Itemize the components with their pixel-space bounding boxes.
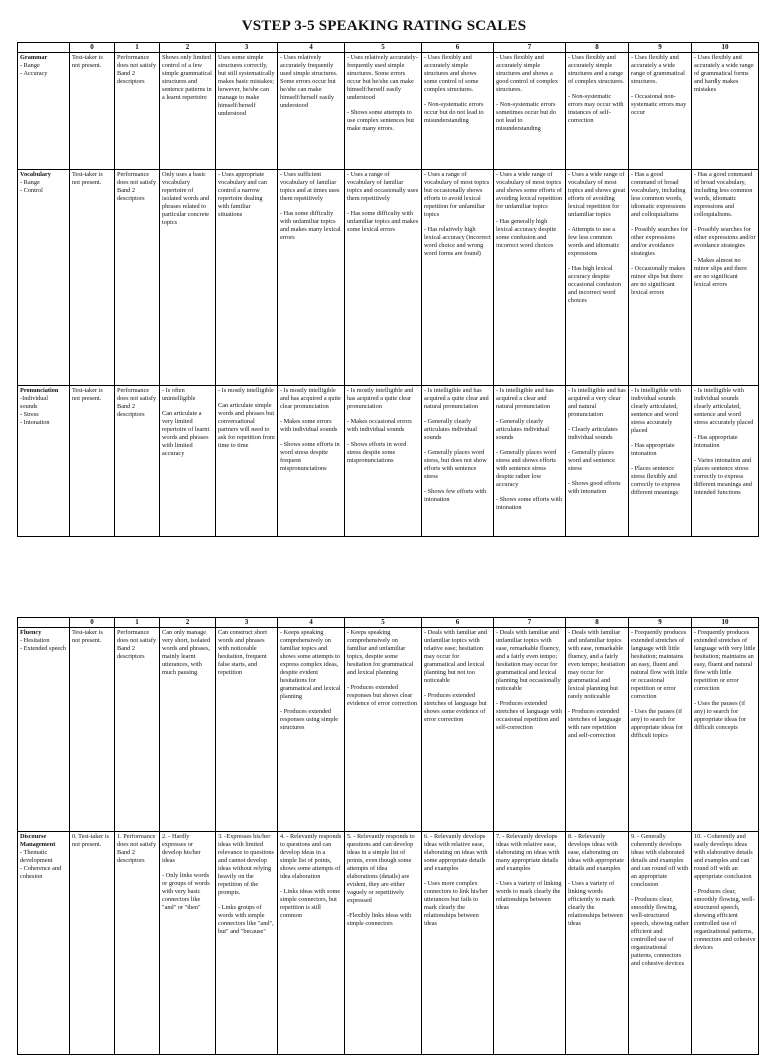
descriptor-text: - Generally places word stress and shows efforts with sentence stress despite rather low accuracy	[496, 449, 557, 488]
descriptor-text: 5. - Relevantly responds to questions and can develop ideas in a simple list of points, even though some attempts of idea elaborations (details) are evident, they are either vaguely or repetitively expressed	[347, 833, 415, 904]
descriptor-text: - Has generally high lexical accuracy despite some confusion and incorrect word choices	[496, 218, 557, 249]
band-header-row	[18, 618, 759, 628]
descriptor-text: - Occasional non-systematic errors may occur	[631, 93, 687, 116]
descriptor-text: - Deals with familiar and unfamiliar topics with relative ease; hesitation may occur for grammatical and lexical planning but not too noticeable	[424, 629, 487, 684]
descriptor-text: Test-taker is not present.	[72, 54, 103, 69]
descriptor-cell-band-0	[70, 53, 115, 170]
descriptor-text: - Uses a variety of linking words to mark clearly the relationships between ideas	[496, 880, 562, 911]
rating-table-1	[17, 42, 759, 537]
descriptor-text: - Generally clearly articulates individual sounds	[496, 418, 549, 441]
criterion-cell	[18, 628, 70, 832]
criterion-subitem: - Coherence and cohesion	[20, 865, 62, 880]
descriptor-cell-band-9	[629, 832, 692, 1055]
descriptor-cell-band-0	[70, 170, 115, 386]
descriptor-cell-band-7	[494, 386, 566, 537]
descriptor-cell-band-3	[216, 53, 278, 170]
criterion-row	[18, 832, 759, 1055]
descriptor-text: Test-taker is not present.	[72, 387, 103, 402]
descriptor-cell-band-8	[566, 628, 629, 832]
band-header-4: 4	[278, 618, 345, 628]
descriptor-text: - Occasionally makes minor slips but there are no significant lexical errors	[631, 265, 686, 296]
criterion-row	[18, 386, 759, 537]
descriptor-text: - Is intelligible and has acquired a clear and natural pronunciation	[496, 387, 554, 410]
descriptor-cell-band-3	[216, 832, 278, 1055]
descriptor-cell-band-9	[629, 386, 692, 537]
descriptor-text: - Links groups of words with simple connectors like "and", but" and "because"	[218, 904, 274, 935]
band-header-7: 7	[494, 618, 566, 628]
descriptor-cell-band-5	[345, 170, 422, 386]
descriptor-text: - Has appropriate intonation	[631, 442, 675, 457]
descriptor-text: 10. - Coherently and easily develops ideas with elaborative details and examples and can round off with an appropriate conclusion	[694, 833, 753, 880]
criterion-cell	[18, 386, 70, 537]
descriptor-text: - Shows efforts in word stress despite some mispronunciations	[347, 441, 407, 464]
descriptor-text: - Shows good efforts with intonation	[568, 480, 621, 495]
descriptor-text: 9. - Generally coherently develops ideas with elaborated details and examples and can round off with an appropriate conclusion	[631, 833, 689, 888]
descriptor-text: - Uses flexibly and accurately simple structures and shows a good control of complex structures.	[496, 54, 559, 93]
descriptor-cell-band-10	[692, 53, 759, 170]
descriptor-cell-band-6	[422, 53, 494, 170]
descriptor-cell-band-6	[422, 628, 494, 832]
criterion-cell	[18, 170, 70, 386]
descriptor-cell-band-8	[566, 386, 629, 537]
descriptor-text: - Deals with familiar and unfamiliar topics with ease, remarkable fluency, and a fairly even tempo; hesitation may occur for grammatical and lexical planning but occasionally noticeable	[496, 629, 561, 692]
criterion-subitem: - Control	[20, 187, 43, 194]
descriptor-text: - Uses sufficient vocabulary of familiar topics and at times uses them repetitively	[280, 171, 340, 202]
descriptor-cell-band-4	[278, 628, 345, 832]
descriptor-text: Performance does not satisfy Band 2 descriptors	[117, 54, 157, 85]
descriptor-text: - Places sentence stress flexibly and correctly to express different meanings	[631, 465, 681, 496]
band-header-5: 5	[345, 43, 422, 53]
descriptor-text: 3. -Expresses his/her ideas with limited relevance to questions and cannot develop ideas without relying heavily on the repetition of the prompts.	[218, 833, 274, 896]
descriptor-cell-band-6	[422, 386, 494, 537]
descriptor-text: 1. Performance does not satisfy Band 2 descriptors	[117, 833, 157, 864]
descriptor-text: - Is intelligible and has acquired a quite clear and natural pronunciation	[424, 387, 489, 410]
descriptor-text: 4. - Relevantly responds to questions and can develop ideas in a simple list of points, shows some attempts of idea elaboration	[280, 833, 342, 880]
descriptor-text: - Uses flexibly and accurately a wide range of grammatical structures.	[631, 54, 685, 85]
descriptor-text: - Uses flexibly and accurately simple structures and shows some control of some complex structures.	[424, 54, 479, 93]
descriptor-cell-band-8	[566, 170, 629, 386]
band-header-2: 2	[160, 618, 216, 628]
descriptor-text: - Shows few efforts with intonation	[424, 488, 487, 503]
descriptor-cell-band-0	[70, 386, 115, 537]
band-header-9: 9	[629, 43, 692, 53]
descriptor-text: - Frequently produces extended stretches of language with little hesitation; maintains an easy, fluent and natural flow with little or occasional repetition or error correction	[631, 629, 688, 700]
descriptor-text: 0. Test-taker is not present.	[72, 833, 110, 848]
criteria-header-cell	[18, 618, 70, 628]
descriptor-text: - Produces extended stretches of language but shows some evidence of error correction	[424, 692, 487, 723]
criterion-subitem: - Hesitation	[20, 637, 50, 644]
descriptor-text: - Clearly articulates individual sounds	[568, 426, 618, 441]
descriptor-cell-band-10	[692, 170, 759, 386]
descriptor-text: - Uses flexibly and accurately simple structures and a range of complex structures.	[568, 54, 625, 85]
descriptor-text: - Shows some attempts to use complex sentences but make many errors.	[347, 109, 414, 132]
descriptor-text: - Uses relatively accurately-frequently used simple structures. Some errors occur but he/she can make himself/herself easily understood	[347, 54, 418, 101]
descriptor-cell-band-7	[494, 628, 566, 832]
descriptor-cell-band-2	[160, 628, 216, 832]
descriptor-cell-band-6	[422, 832, 494, 1055]
descriptor-text: 7. - Relevantly develops ideas with relative ease, elaborating on ideas with many appropriate details and examples	[496, 833, 560, 872]
descriptor-text: Only uses a basic vocabulary repertoire of isolated words and phrases related to particular concrete topics	[162, 171, 210, 226]
descriptor-text: - Produces extended responses but shows clear evidence of error correction	[347, 684, 418, 707]
criterion-subitem: - Intonation	[20, 419, 50, 426]
descriptor-cell-band-9	[629, 628, 692, 832]
band-header-10: 10	[692, 43, 759, 53]
criterion-row	[18, 628, 759, 832]
criterion-name: Pronunciation	[20, 387, 59, 394]
descriptor-text: - Produces extended responses using simple structures	[280, 708, 339, 731]
band-header-3: 3	[216, 43, 278, 53]
descriptor-text: - Is mostly intelligible and has acquired a quite clear pronunciation	[280, 387, 341, 410]
descriptor-cell-band-7	[494, 53, 566, 170]
band-header-10: 10	[692, 618, 759, 628]
descriptor-cell-band-2	[160, 53, 216, 170]
descriptor-text: - Produces extended stretches of language with rare repetition and self-correction	[568, 708, 622, 739]
descriptor-text: - Uses more complex connectors to link his/her utterances but fails to mark clearly the relationships between ideas	[424, 880, 488, 927]
descriptor-cell-band-8	[566, 832, 629, 1055]
descriptor-cell-band-9	[629, 170, 692, 386]
descriptor-text: - Produces extended stretches of language with occasional repetition and self-correction	[496, 700, 562, 731]
descriptor-cell-band-7	[494, 832, 566, 1055]
band-header-5: 5	[345, 618, 422, 628]
descriptor-text: - Non-systematic errors sometimes occur but do not lead to misunderstanding	[496, 101, 556, 132]
descriptor-cell-band-1	[115, 53, 160, 170]
descriptor-text: - Non-systematic errors occur but do not lead to misunderstanding	[424, 101, 484, 124]
descriptor-text: - Has relatively high lexical accuracy (incorrect word choice and wrong word forms are found)	[424, 226, 491, 257]
criterion-subitem: - Range	[20, 179, 40, 186]
band-header-7: 7	[494, 43, 566, 53]
descriptor-text: - Frequently produces extended stretches of language with very little hesitation; maintains an easy, fluent and natural flow with little repetition or error correction	[694, 629, 756, 692]
descriptor-text: Performance does not satisfy Band 2 descriptors	[117, 171, 157, 202]
descriptor-text: - Produces clear, smoothly flowing, well-structured speech, showing rather efficient and controlled use of organizational patterns, connectors and cohesive devices	[631, 896, 689, 967]
descriptor-text: - Is often unintelligible	[162, 387, 196, 402]
descriptor-cell-band-7	[494, 170, 566, 386]
descriptor-text: - Has some difficulty with unfamiliar topics and makes many lexical errors	[280, 210, 341, 241]
descriptor-text: - Is intelligible with individual sounds clearly articulated, sentence and word stress accurately placed	[631, 387, 681, 434]
descriptor-text: - Has a good command of broad vocabulary, including less common words, idiomatic expressions and colloquialisms.	[694, 171, 753, 218]
descriptor-cell-band-4	[278, 832, 345, 1055]
descriptor-text: Can articulate simple words and phrases but conversational partners will need to ask for repetition from time to time	[218, 402, 275, 449]
descriptor-text: - Uses a range of vocabulary of familiar topics and occasionally uses them repetitively	[347, 171, 419, 202]
descriptor-text: 6. - Relevantly develops ideas with relative ease, elaborating on ideas with some appropriate details and examples	[424, 833, 488, 872]
descriptor-text: Test-taker is not present.	[72, 171, 103, 186]
criterion-subitem: - Accuracy	[20, 70, 48, 77]
descriptor-text: - Produces clear, smoothly flowing, well-structured speech, showing efficient controlled use of organizational patterns, connectors and cohesive devices	[694, 888, 756, 951]
descriptor-text: - Is intelligible and has acquired a very clear and natural pronunciation	[568, 387, 626, 418]
descriptor-text: - Non-systematic errors may occur with instances of self-correction	[568, 93, 624, 124]
descriptor-text: Can construct short words and phrases with noticeable hesitation, frequent false starts, and repetition	[218, 629, 267, 676]
descriptor-text: - Makes some errors with individual sounds	[280, 418, 338, 433]
descriptor-text: - Has high lexical accuracy despite occasional confusion and incorrect word choices	[568, 265, 621, 304]
descriptor-text: - Generally places word stress, but does not show efforts with sentence stress	[424, 449, 487, 480]
descriptor-cell-band-4	[278, 170, 345, 386]
criterion-name: Grammar	[20, 54, 48, 61]
descriptor-text: 8. - Relevantly develops ideas with ease, elaborating on ideas with appropriate details and examples	[568, 833, 624, 872]
descriptor-text: - Uses relatively accurately frequently used simple structures. Some errors occur but he/she can make himself/herself easily understood	[280, 54, 338, 109]
descriptor-cell-band-10	[692, 832, 759, 1055]
criterion-name: Discourse Management	[20, 833, 56, 848]
descriptor-text: - Uses the pauses (if any) to search for appropriate ideas for difficult concepts	[694, 700, 747, 731]
descriptor-text: - Is mostly intelligible and has acquired a quite clear pronunciation	[347, 387, 414, 410]
band-header-2: 2	[160, 43, 216, 53]
descriptor-cell-band-5	[345, 628, 422, 832]
descriptor-text: - Has a good command of broad vocabulary, including less common words, idiomatic expressions and colloquialisms	[631, 171, 686, 218]
descriptor-text: Performance does not satisfy Band 2 descriptors	[117, 629, 157, 660]
descriptor-text: - Uses appropriate vocabulary and can control a narrow repertoire dealing with familiar situations	[218, 171, 267, 218]
descriptor-text: Can articulate a very limited repertoire of learnt words and phrases with limited accuracy	[162, 410, 210, 457]
descriptor-text: Can only manage very short, isolated words and phrases, mainly learnt utterances, with much pausing	[162, 629, 211, 676]
descriptor-text: - Deals with familiar and unfamiliar topics with ease, remarkable fluency, and a fairly even tempo; hesitation may occur for grammatical and lexical planning but rarely noticeable	[568, 629, 626, 700]
descriptor-text: - Attempts to use a few less common words and idiomatic expressions	[568, 226, 620, 257]
descriptor-cell-band-2	[160, 832, 216, 1055]
criterion-subitem: - Extended speech	[20, 645, 67, 652]
descriptor-text: Shows only limited control of a few simple grammatical structures and sentence patterns in a learnt repertoire	[162, 54, 212, 101]
band-header-0: 0	[70, 618, 115, 628]
descriptor-cell-band-10	[692, 386, 759, 537]
descriptor-cell-band-0	[70, 628, 115, 832]
descriptor-cell-band-3	[216, 628, 278, 832]
descriptor-cell-band-2	[160, 170, 216, 386]
descriptor-text: - Has some difficulty with unfamiliar topics and makes some lexical errors	[347, 210, 419, 233]
descriptor-text: 2. - Hardly expresses or develop his/her ideas	[162, 833, 201, 864]
band-header-8: 8	[566, 43, 629, 53]
criterion-row	[18, 170, 759, 386]
band-header-3: 3	[216, 618, 278, 628]
descriptor-text: - Shows some efforts in word stress despite frequent mispronunciations	[280, 441, 340, 472]
descriptor-cell-band-6	[422, 170, 494, 386]
descriptor-cell-band-5	[345, 832, 422, 1055]
criterion-subitem: - Stress	[20, 411, 39, 418]
descriptor-text: - Keeps speaking comprehensively on familiar topics and shows some attempts to express complex ideas, despite evident hesitations for grammatical and lexical planning	[280, 629, 341, 700]
descriptor-text: - Makes occasional errors with individual sounds	[347, 418, 412, 433]
criterion-subitem: -Individual sounds	[20, 395, 48, 410]
descriptor-cell-band-1	[115, 832, 160, 1055]
descriptor-text: - Is mostly intelligible	[218, 387, 274, 394]
criteria-header-cell	[18, 43, 70, 53]
descriptor-text: - Possibly searches for other expressions and/or avoidance strategies	[631, 226, 688, 257]
descriptor-cell-band-8	[566, 53, 629, 170]
criterion-name: Fluency	[20, 629, 42, 636]
band-header-6: 6	[422, 43, 494, 53]
descriptor-cell-band-1	[115, 170, 160, 386]
criterion-subitem: - Thematic development	[20, 849, 53, 864]
descriptor-cell-band-1	[115, 386, 160, 537]
criterion-cell	[18, 53, 70, 170]
criterion-subitem: - Range	[20, 62, 40, 69]
descriptor-text: Test-taker is not present.	[72, 629, 103, 644]
descriptor-text: - Is intelligible with individual sounds clearly articulated, sentence and word stress accurately placed	[694, 387, 754, 426]
band-header-4: 4	[278, 43, 345, 53]
band-header-1: 1	[115, 43, 160, 53]
descriptor-text: - Uses the pauses (if any) to search for appropriate ideas for difficult topics	[631, 708, 684, 739]
band-header-8: 8	[566, 618, 629, 628]
descriptor-cell-band-4	[278, 386, 345, 537]
descriptor-text: - Only links words or groups of words with very basic connectors like "and" or "then"	[162, 872, 210, 911]
page-title: VSTEP 3-5 SPEAKING RATING SCALES	[241, 18, 527, 34]
descriptor-cell-band-5	[345, 53, 422, 170]
descriptor-text: - Varies intonation and places sentence stress correctly to express different meanings and intended functions	[694, 457, 752, 496]
descriptor-text: Performance does not satisfy Band 2 descriptors	[117, 387, 157, 418]
descriptor-cell-band-9	[629, 53, 692, 170]
descriptor-text: Uses some simple structures correctly, but still systematically makes basic mistakes; however, he/she can manage to make himself/herself understood	[218, 54, 275, 117]
band-header-0: 0	[70, 43, 115, 53]
descriptor-text: - Generally clearly articulates individual sounds	[424, 418, 477, 441]
criterion-row	[18, 53, 759, 170]
descriptor-cell-band-10	[692, 628, 759, 832]
band-header-6: 6	[422, 618, 494, 628]
descriptor-text: - Uses a wide range of vocabulary of most topics and shows some efforts of avoiding lexical repetition for unfamiliar topics	[496, 171, 563, 210]
descriptor-text: - Makes almost no minor slips and there are no significant lexical errors	[694, 257, 747, 288]
band-header-row	[18, 43, 759, 53]
descriptor-text: - Keeps speaking comprehensively on familiar and unfamiliar topics, despite some hesitation for grammatical and lexical planning	[347, 629, 414, 676]
descriptor-text: - Links ideas with some simple connectors, but repetition is still common	[280, 888, 341, 919]
descriptor-text: -Flexibly links ideas with simple connectors	[347, 912, 412, 927]
descriptor-text: - Uses flexibly and accurately a wide range of grammatical forms and hardly makes mistakes	[694, 54, 754, 93]
descriptor-text: - Uses a variety of linking words efficiently to mark clearly the relationships between ideas	[568, 880, 623, 927]
descriptor-cell-band-3	[216, 170, 278, 386]
descriptor-cell-band-3	[216, 386, 278, 537]
descriptor-text: - Has appropriate intonation	[694, 434, 738, 449]
rating-table-2	[17, 617, 759, 1055]
criterion-cell	[18, 832, 70, 1055]
descriptor-text: - Uses a range of vocabulary of most topics but occasionally shows efforts to avoid lexical repetition for unfamiliar topics	[424, 171, 490, 218]
descriptor-cell-band-5	[345, 386, 422, 537]
band-header-1: 1	[115, 618, 160, 628]
descriptor-text: - Possibly searches for other expressions and/or avoidance strategies	[694, 226, 756, 249]
descriptor-cell-band-1	[115, 628, 160, 832]
descriptor-cell-band-2	[160, 386, 216, 537]
descriptor-cell-band-0	[70, 832, 115, 1055]
descriptor-cell-band-4	[278, 53, 345, 170]
descriptor-text: - Uses a wide range of vocabulary of most topics and shows great efforts of avoiding lexical repetition for unfamiliar topics	[568, 171, 626, 218]
criterion-name: Vocabulary	[20, 171, 51, 178]
descriptor-text: - Shows some efforts with intonation	[496, 496, 562, 511]
descriptor-text: - Generally places word and sentence stress	[568, 449, 615, 472]
band-header-9: 9	[629, 618, 692, 628]
